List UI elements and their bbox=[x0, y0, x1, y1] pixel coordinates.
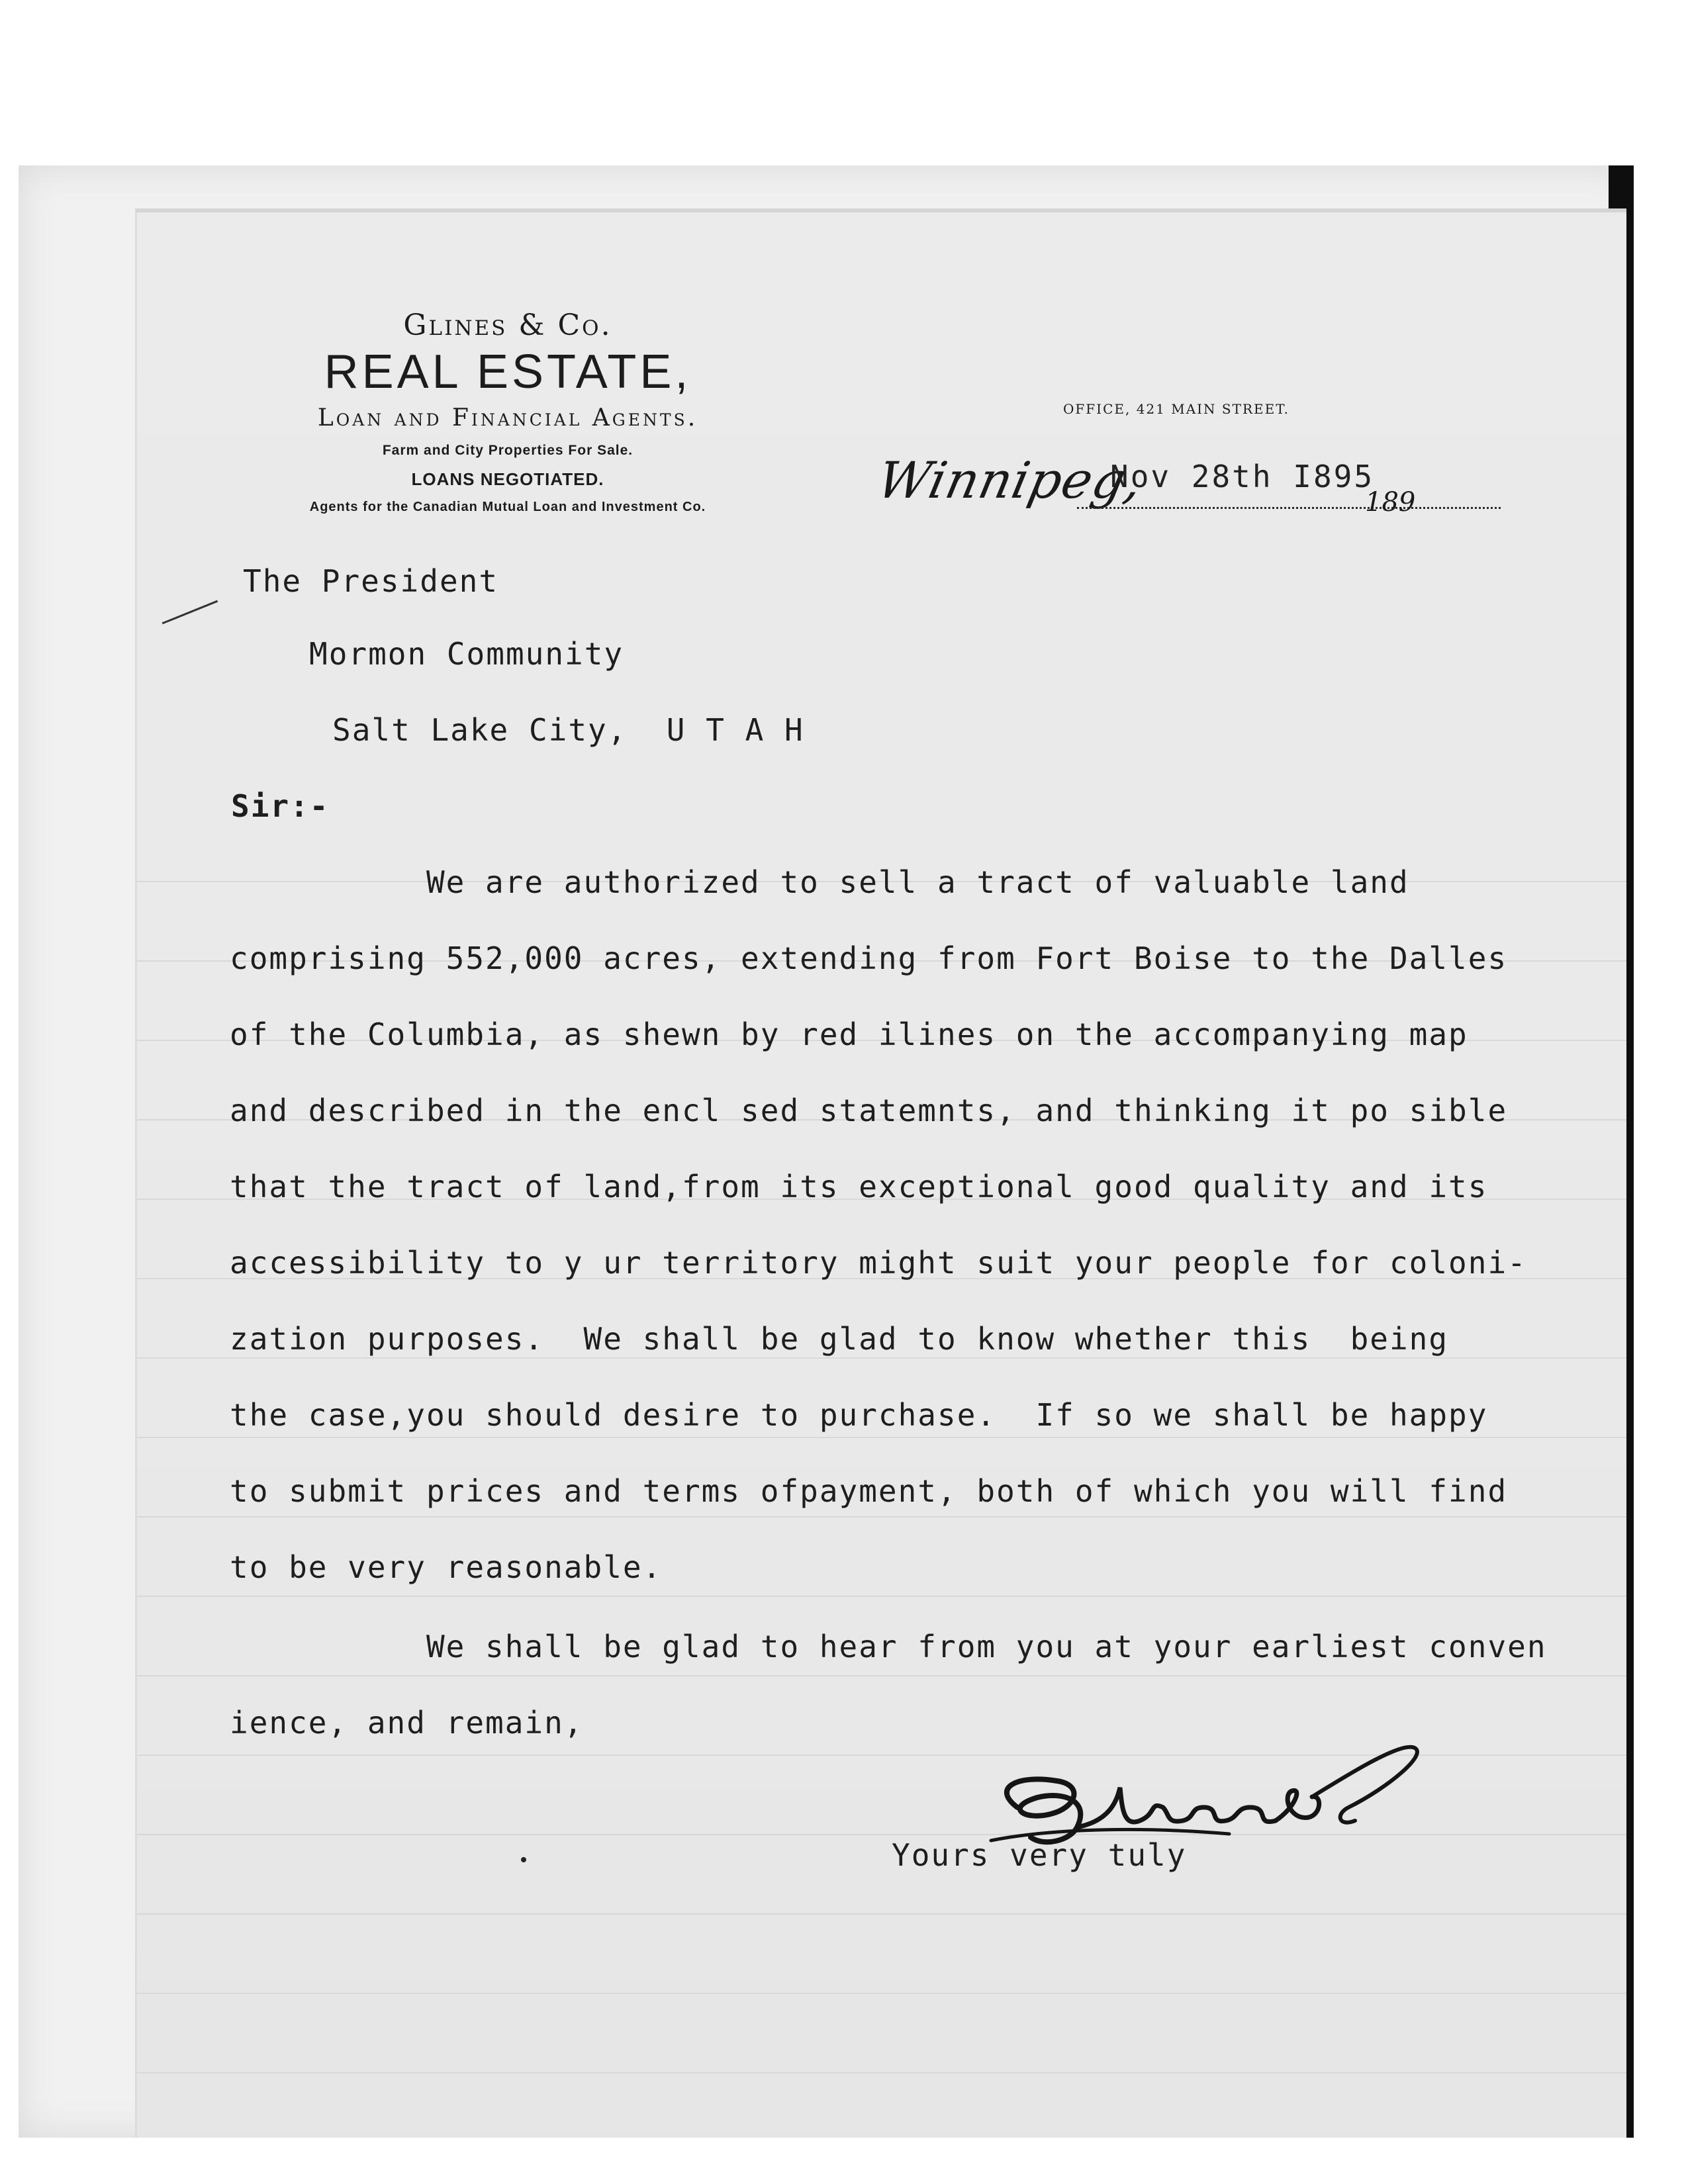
salutation: Sir:- bbox=[231, 788, 330, 824]
body-line: We are authorized to sell a tract of valuable land bbox=[230, 864, 1409, 900]
ruled-line bbox=[137, 1357, 1626, 1359]
scan-frame bbox=[19, 165, 1634, 2138]
body-line: of the Columbia, as shewn by red ilines on the accompanying map bbox=[230, 1017, 1468, 1052]
body-line: We shall be glad to hear from you at your earliest conven bbox=[230, 1629, 1547, 1664]
body-line: to submit prices and terms ofpayment, both of which you will find bbox=[230, 1473, 1508, 1509]
body-line: zation purposes. We shall be glad to know whether this being bbox=[230, 1321, 1449, 1357]
dateline-rule bbox=[1077, 507, 1501, 509]
body-line: comprising 552,000 acres, extending from Fort Boise to the Dalles bbox=[230, 940, 1508, 976]
address-recipient: The President bbox=[243, 563, 499, 599]
dateline-place: Winnipeg, bbox=[872, 451, 1149, 510]
body-line: the case,you should desire to purchase. If so we shall be happy bbox=[230, 1397, 1488, 1433]
address-organization: Mormon Community bbox=[309, 636, 624, 672]
ink-dot bbox=[521, 1857, 526, 1862]
ruled-line bbox=[137, 1596, 1626, 1597]
letterhead-agents: Loan and Financial Agents. bbox=[317, 404, 698, 432]
body-line: that the tract of land,from its exceptional good quality and its bbox=[230, 1169, 1488, 1205]
ruled-line bbox=[137, 1516, 1626, 1518]
letterhead-firm: Glines & Co. bbox=[403, 308, 612, 342]
body-line: ience, and remain, bbox=[230, 1705, 584, 1741]
dateline-date: Nov 28th I895 bbox=[1110, 459, 1375, 494]
ruled-line bbox=[137, 1913, 1626, 1915]
address-location: Salt Lake City, U T A H bbox=[332, 712, 804, 748]
ruled-line bbox=[137, 1675, 1626, 1676]
body-line: and described in the encl sed statemnts, and thinking it po sible bbox=[230, 1093, 1508, 1128]
ruled-line bbox=[137, 1993, 1626, 1994]
body-line: accessibility to y ur territory might suit your people for coloni- bbox=[230, 1245, 1527, 1281]
letterhead-agency: Agents for the Canadian Mutual Loan and Investment Co. bbox=[309, 500, 706, 514]
letterhead-title: REAL ESTATE, bbox=[324, 345, 692, 398]
dateline-year-prefix: 189 bbox=[1365, 487, 1416, 518]
ruled-line bbox=[137, 1437, 1626, 1438]
signature bbox=[978, 1728, 1441, 1887]
letter-paper bbox=[135, 208, 1626, 2138]
ruled-line bbox=[137, 2072, 1626, 2073]
body-line: to be very reasonable. bbox=[230, 1549, 663, 1585]
closing: Yours very tuly bbox=[892, 1837, 1187, 1873]
letterhead-loans: LOANS NEGOTIATED. bbox=[411, 469, 604, 489]
pencil-mark bbox=[162, 600, 236, 667]
letterhead-properties: Farm and City Properties For Sale. bbox=[382, 443, 633, 458]
letterhead-office: OFFICE, 421 MAIN STREET. bbox=[1063, 401, 1289, 417]
